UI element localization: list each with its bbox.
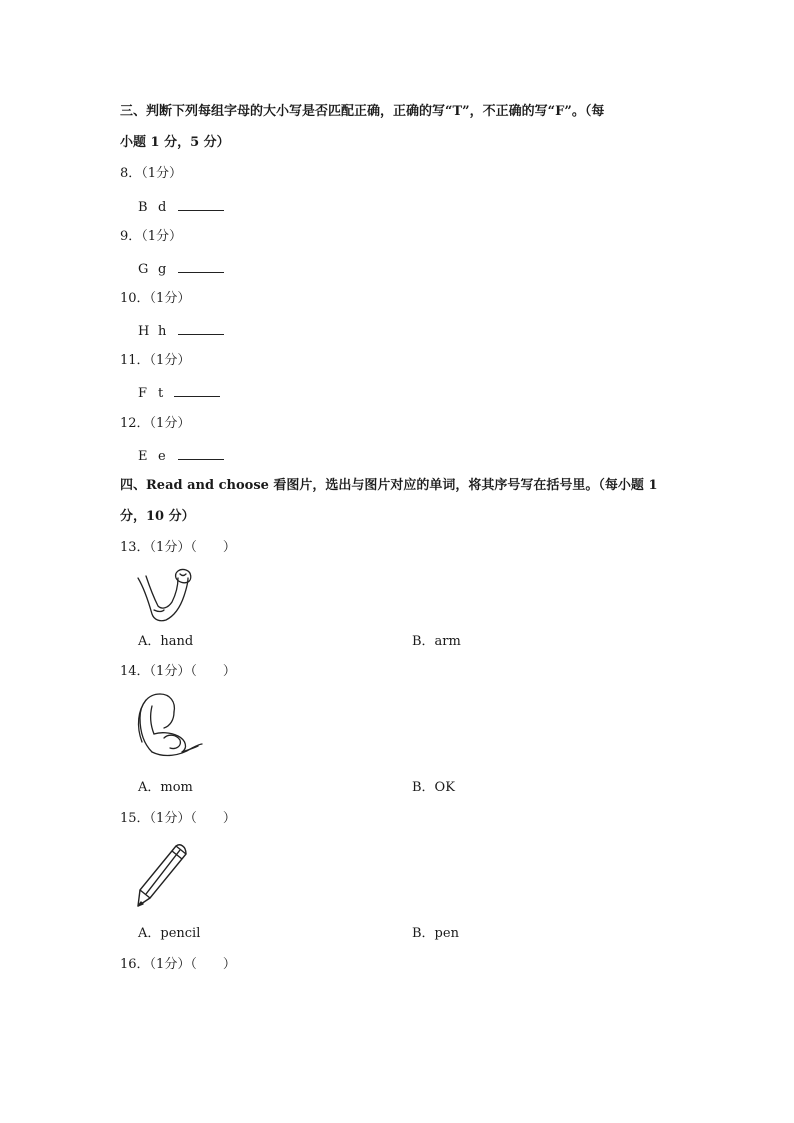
uppercase-letter: G [138,262,149,277]
answer-blank[interactable] [174,383,220,397]
arm-icon [136,566,194,624]
section-4-heading-line-1: 四、Read and choose 看图片，选出与图片对应的单词，将其序号写在括号里。（每小题 1 [120,478,658,493]
question-13-option-a[interactable]: A．hand [138,634,194,649]
uppercase-letter: F [138,386,148,401]
question-8-letters [138,197,224,217]
question-10-label: 10．（1分） [120,291,191,306]
question-14-label: 14．（1分）（ ） [120,664,236,679]
question-9-label: 9．（1分） [120,229,183,244]
answer-blank[interactable] [178,197,224,211]
section-3-heading-line-1: 三、判断下列每组字母的大小写是否匹配正确，正确的写“T”，不正确的写“F”。（每 [120,104,605,119]
answer-blank[interactable] [178,321,224,335]
question-8-label: 8．（1分） [120,166,183,181]
lowercase-letter: h [158,324,167,339]
question-12-letters [138,446,224,466]
question-15-option-a[interactable]: A．pencil [138,926,201,941]
lowercase-letter: d [158,200,167,215]
question-13-option-b[interactable]: B．arm [412,634,461,649]
mother-baby-icon [130,690,206,766]
uppercase-letter: E [138,449,148,464]
question-13-label: 13．（1分）（ ） [120,540,236,555]
question-12-label: 12．（1分） [120,416,191,431]
pencil-icon [136,842,192,910]
lowercase-letter: t [158,386,164,401]
question-15-option-b[interactable]: B．pen [412,926,459,941]
question-14-option-a[interactable]: A．mom [138,780,193,795]
question-16-label: 16．（1分）（ ） [120,957,236,972]
section-3-heading-line-2: 小题 1 分，5 分） [120,135,230,150]
question-11-letters [138,383,220,403]
question-9-letters [138,259,224,279]
answer-blank[interactable] [178,259,224,273]
uppercase-letter: H [138,324,150,339]
question-14-option-b[interactable]: B．OK [412,780,455,795]
question-15-label: 15．（1分）（ ） [120,811,236,826]
question-10-letters [138,321,224,341]
uppercase-letter: B [138,200,148,215]
lowercase-letter: g [158,262,167,277]
answer-blank[interactable] [178,446,224,460]
question-11-label: 11．（1分） [120,353,191,368]
lowercase-letter: e [158,449,166,464]
section-4-heading-line-2: 分，10 分） [120,509,195,524]
